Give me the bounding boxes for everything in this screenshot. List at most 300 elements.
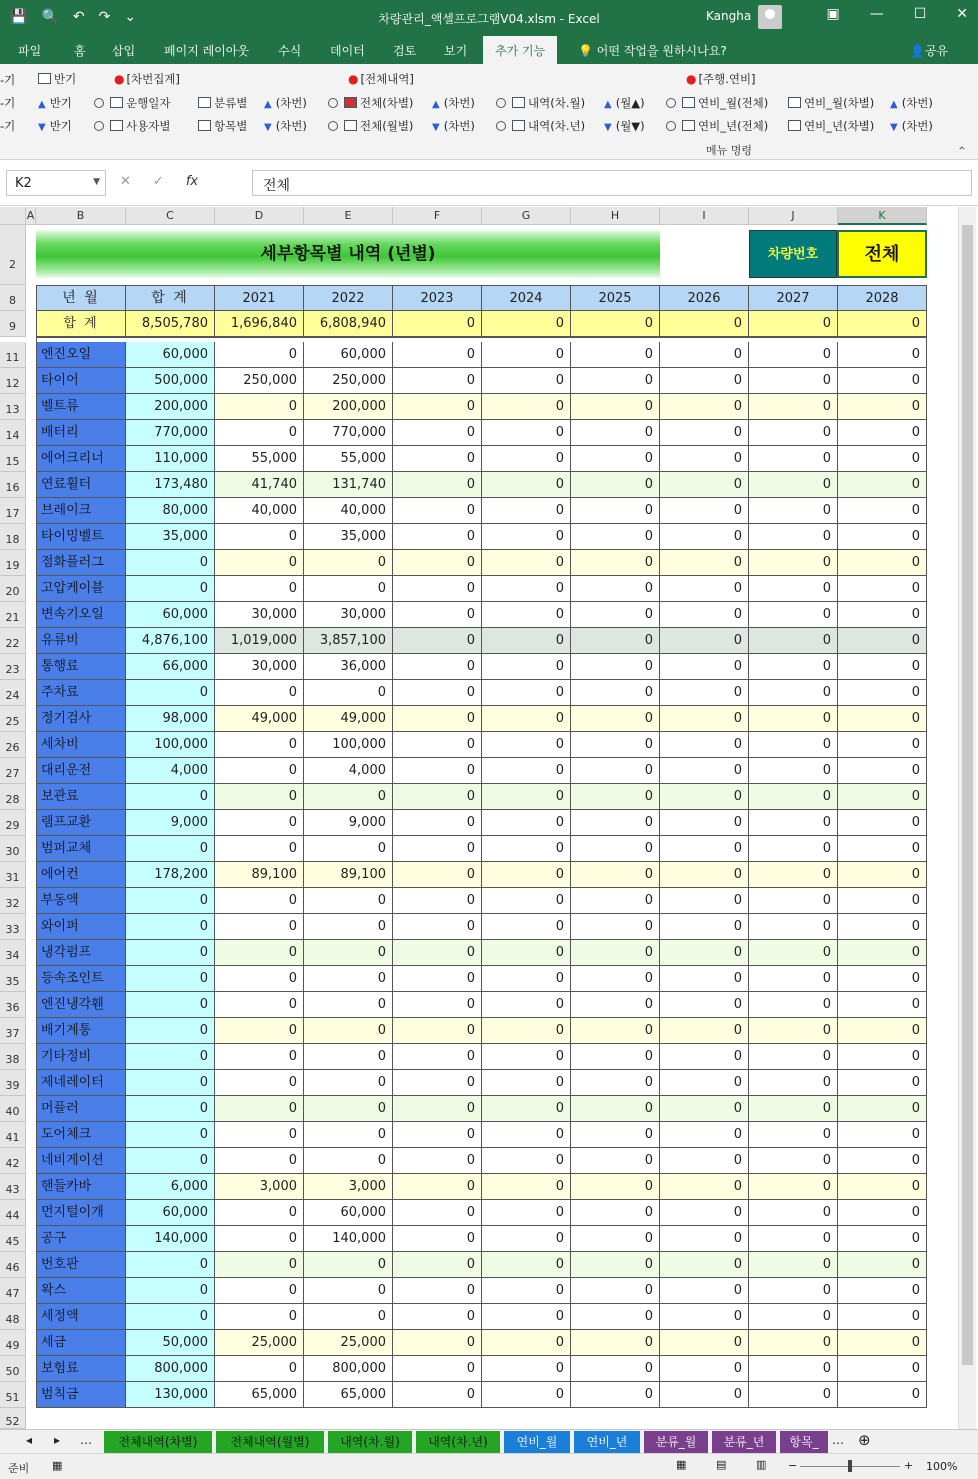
- year-value-cell[interactable]: 0: [304, 940, 393, 966]
- row-header[interactable]: 21: [0, 602, 26, 628]
- year-value-cell[interactable]: 0: [393, 1304, 482, 1330]
- year-value-cell[interactable]: 0: [482, 550, 571, 576]
- year-value-cell[interactable]: 0: [838, 1174, 927, 1200]
- item-name-cell[interactable]: 정기검사: [36, 706, 126, 732]
- row-header[interactable]: 9: [0, 311, 26, 337]
- row-header[interactable]: 24: [0, 680, 26, 706]
- year-value-cell[interactable]: 0: [571, 1096, 660, 1122]
- item-sum-cell[interactable]: 0: [126, 1252, 215, 1278]
- year-value-cell[interactable]: 30,000: [215, 602, 304, 628]
- year-value-cell[interactable]: 40,000: [304, 498, 393, 524]
- year-value-cell[interactable]: 0: [660, 758, 749, 784]
- item-name-cell[interactable]: 통행료: [36, 654, 126, 680]
- year-value-cell[interactable]: 770,000: [304, 420, 393, 446]
- row-header[interactable]: 20: [0, 576, 26, 602]
- mileage-year-all-button[interactable]: 연비_년(전체): [666, 118, 768, 134]
- year-value-cell[interactable]: 0: [393, 1200, 482, 1226]
- row-header[interactable]: 22: [0, 628, 26, 654]
- year-value-cell[interactable]: 0: [571, 1070, 660, 1096]
- row-header[interactable]: 51: [0, 1382, 26, 1408]
- mileage-month-all-button[interactable]: 연비_월(전체): [666, 95, 768, 111]
- item-name-cell[interactable]: 램프교환: [36, 810, 126, 836]
- all-by-month-button[interactable]: 전체(월별): [328, 118, 413, 134]
- year-value-cell[interactable]: 35,000: [304, 524, 393, 550]
- sheet-tab[interactable]: 연비_년: [574, 1431, 640, 1453]
- year-value-cell[interactable]: 0: [571, 550, 660, 576]
- item-sum-cell[interactable]: 0: [126, 836, 215, 862]
- year-value-cell[interactable]: 0: [482, 368, 571, 394]
- row-header[interactable]: 8: [0, 285, 26, 311]
- item-sum-cell[interactable]: 60,000: [126, 602, 215, 628]
- year-value-cell[interactable]: 0: [482, 914, 571, 940]
- item-sum-cell[interactable]: 0: [126, 992, 215, 1018]
- car-up-button-3[interactable]: ▲ (차번): [890, 96, 933, 110]
- year-value-cell[interactable]: 0: [304, 836, 393, 862]
- year-value-cell[interactable]: 0: [749, 1200, 838, 1226]
- year-value-cell[interactable]: 0: [838, 966, 927, 992]
- year-value-cell[interactable]: 0: [304, 992, 393, 1018]
- column-header[interactable]: C: [126, 207, 215, 225]
- year-value-cell[interactable]: 0: [482, 498, 571, 524]
- item-sum-cell[interactable]: 0: [126, 1148, 215, 1174]
- year-value-cell[interactable]: 0: [482, 862, 571, 888]
- year-value-cell[interactable]: 0: [838, 1096, 927, 1122]
- year-value-cell[interactable]: 0: [838, 524, 927, 550]
- year-value-cell[interactable]: 0: [215, 784, 304, 810]
- column-header[interactable]: K: [838, 207, 927, 225]
- year-value-cell[interactable]: 0: [215, 1200, 304, 1226]
- year-value-cell[interactable]: 0: [393, 602, 482, 628]
- year-value-cell[interactable]: 0: [838, 342, 927, 368]
- year-value-cell[interactable]: 0: [215, 1148, 304, 1174]
- by-item-button[interactable]: 항목별: [198, 118, 247, 134]
- year-value-cell[interactable]: 0: [660, 342, 749, 368]
- year-value-cell[interactable]: 140,000: [304, 1226, 393, 1252]
- item-sum-cell[interactable]: 0: [126, 1096, 215, 1122]
- year-value-cell[interactable]: 0: [749, 550, 838, 576]
- total-cell[interactable]: 1,696,840: [215, 311, 304, 337]
- sheet-tab[interactable]: 분류_년: [712, 1431, 776, 1453]
- year-value-cell[interactable]: 0: [838, 810, 927, 836]
- row-header[interactable]: 19: [0, 550, 26, 576]
- row-header[interactable]: 27: [0, 758, 26, 784]
- row-header[interactable]: 17: [0, 498, 26, 524]
- year-value-cell[interactable]: 0: [660, 498, 749, 524]
- year-value-cell[interactable]: 0: [571, 1018, 660, 1044]
- item-name-cell[interactable]: 엔진냉각휀: [36, 992, 126, 1018]
- year-value-cell[interactable]: 0: [838, 628, 927, 654]
- year-value-cell[interactable]: 0: [660, 1382, 749, 1408]
- year-value-cell[interactable]: 0: [749, 1122, 838, 1148]
- row-header[interactable]: 46: [0, 1252, 26, 1278]
- year-value-cell[interactable]: 0: [482, 1304, 571, 1330]
- year-value-cell[interactable]: 0: [749, 992, 838, 1018]
- row-header[interactable]: 32: [0, 888, 26, 914]
- year-value-cell[interactable]: 0: [304, 1252, 393, 1278]
- year-value-cell[interactable]: 0: [393, 940, 482, 966]
- year-value-cell[interactable]: 0: [393, 784, 482, 810]
- year-value-cell[interactable]: 0: [660, 1330, 749, 1356]
- year-value-cell[interactable]: 0: [482, 1382, 571, 1408]
- item-name-cell[interactable]: 와이퍼: [36, 914, 126, 940]
- row-header[interactable]: 52: [0, 1408, 26, 1429]
- year-value-cell[interactable]: 0: [749, 498, 838, 524]
- customize-qat-icon[interactable]: ⌄: [124, 9, 137, 25]
- year-value-cell[interactable]: 0: [660, 1226, 749, 1252]
- row-header[interactable]: 16: [0, 472, 26, 498]
- year-value-cell[interactable]: 0: [482, 1122, 571, 1148]
- year-value-cell[interactable]: 0: [571, 992, 660, 1018]
- item-name-cell[interactable]: 연료휠터: [36, 472, 126, 498]
- year-value-cell[interactable]: 0: [482, 992, 571, 1018]
- item-name-cell[interactable]: 범퍼교체: [36, 836, 126, 862]
- row-header[interactable]: 23: [0, 654, 26, 680]
- item-name-cell[interactable]: 배기계통: [36, 1018, 126, 1044]
- year-value-cell[interactable]: 0: [215, 1018, 304, 1044]
- user-name[interactable]: Kangha: [706, 9, 752, 23]
- year-value-cell[interactable]: 0: [393, 758, 482, 784]
- year-value-cell[interactable]: 0: [482, 1070, 571, 1096]
- year-value-cell[interactable]: 0: [393, 1148, 482, 1174]
- row-header[interactable]: 49: [0, 1330, 26, 1356]
- macro-record-icon[interactable]: ▦: [52, 1459, 63, 1472]
- year-value-cell[interactable]: 0: [215, 342, 304, 368]
- vertical-scrollbar[interactable]: [958, 207, 976, 1429]
- row-header[interactable]: 31: [0, 862, 26, 888]
- row-header[interactable]: 42: [0, 1148, 26, 1174]
- year-value-cell[interactable]: 0: [482, 758, 571, 784]
- item-sum-cell[interactable]: 6,000: [126, 1174, 215, 1200]
- year-value-cell[interactable]: 100,000: [304, 732, 393, 758]
- year-value-cell[interactable]: 30,000: [215, 654, 304, 680]
- year-value-cell[interactable]: 0: [838, 862, 927, 888]
- item-name-cell[interactable]: 먼지털이개: [36, 1200, 126, 1226]
- item-name-cell[interactable]: 에어크리너: [36, 446, 126, 472]
- item-sum-cell[interactable]: 4,000: [126, 758, 215, 784]
- sheet-tab[interactable]: 연비_월: [504, 1431, 570, 1453]
- year-value-cell[interactable]: 0: [749, 524, 838, 550]
- year-value-cell[interactable]: 0: [393, 680, 482, 706]
- item-sum-cell[interactable]: 200,000: [126, 394, 215, 420]
- year-value-cell[interactable]: 0: [304, 1148, 393, 1174]
- year-value-cell[interactable]: 0: [393, 992, 482, 1018]
- year-value-cell[interactable]: 0: [660, 1122, 749, 1148]
- year-value-cell[interactable]: 0: [571, 394, 660, 420]
- sheet-tab[interactable]: 전체내역(차별): [104, 1431, 212, 1453]
- insert-function-icon[interactable]: fx: [185, 174, 199, 189]
- year-value-cell[interactable]: 0: [749, 1096, 838, 1122]
- row-header[interactable]: 50: [0, 1356, 26, 1382]
- year-value-cell[interactable]: 0: [393, 1018, 482, 1044]
- collapse-ribbon-icon[interactable]: ⌃: [957, 144, 967, 158]
- year-value-cell[interactable]: 0: [571, 602, 660, 628]
- year-value-cell[interactable]: 0: [749, 654, 838, 680]
- row-header[interactable]: 36: [0, 992, 26, 1018]
- month-down-button[interactable]: ▼ (월▼): [604, 119, 645, 133]
- year-value-cell[interactable]: 0: [393, 1226, 482, 1252]
- item-sum-cell[interactable]: 0: [126, 940, 215, 966]
- year-value-cell[interactable]: 0: [838, 654, 927, 680]
- year-value-cell[interactable]: 36,000: [304, 654, 393, 680]
- zoom-in-icon[interactable]: +: [904, 1459, 914, 1472]
- year-value-cell[interactable]: 0: [660, 1252, 749, 1278]
- tab-file[interactable]: 파일: [18, 44, 42, 58]
- row-header[interactable]: 33: [0, 914, 26, 940]
- year-value-cell[interactable]: 0: [838, 1252, 927, 1278]
- year-value-cell[interactable]: 0: [571, 1356, 660, 1382]
- year-value-cell[interactable]: 0: [393, 1252, 482, 1278]
- year-value-cell[interactable]: 0: [482, 784, 571, 810]
- half-year-button-1[interactable]: 반기: [38, 71, 76, 87]
- year-value-cell[interactable]: 3,000: [304, 1174, 393, 1200]
- header-cell[interactable]: 2022: [304, 285, 393, 311]
- year-value-cell[interactable]: 131,740: [304, 472, 393, 498]
- year-value-cell[interactable]: 0: [749, 1252, 838, 1278]
- year-value-cell[interactable]: 0: [660, 1044, 749, 1070]
- year-value-cell[interactable]: 89,100: [304, 862, 393, 888]
- year-value-cell[interactable]: 200,000: [304, 394, 393, 420]
- year-value-cell[interactable]: 40,000: [215, 498, 304, 524]
- sheet-tab[interactable]: 항목_: [780, 1431, 828, 1453]
- year-value-cell[interactable]: 0: [304, 966, 393, 992]
- header-cell[interactable]: 2027: [749, 285, 838, 311]
- item-sum-cell[interactable]: 770,000: [126, 420, 215, 446]
- year-value-cell[interactable]: 0: [660, 394, 749, 420]
- year-value-cell[interactable]: 0: [571, 498, 660, 524]
- month-up-button[interactable]: ▲ (월▲): [604, 96, 645, 110]
- year-value-cell[interactable]: 0: [838, 888, 927, 914]
- year-value-cell[interactable]: 0: [749, 1278, 838, 1304]
- year-value-cell[interactable]: 0: [660, 420, 749, 446]
- year-value-cell[interactable]: 0: [660, 732, 749, 758]
- sheet-tab[interactable]: 분류_월: [644, 1431, 708, 1453]
- year-value-cell[interactable]: 0: [660, 836, 749, 862]
- item-sum-cell[interactable]: 0: [126, 784, 215, 810]
- zoom-out-icon[interactable]: −: [788, 1459, 798, 1472]
- header-cell[interactable]: 2026: [660, 285, 749, 311]
- year-value-cell[interactable]: 0: [571, 576, 660, 602]
- year-value-cell[interactable]: 0: [393, 524, 482, 550]
- item-name-cell[interactable]: 엔진오일: [36, 342, 126, 368]
- year-value-cell[interactable]: 0: [304, 888, 393, 914]
- year-value-cell[interactable]: 0: [215, 1096, 304, 1122]
- year-value-cell[interactable]: 0: [393, 420, 482, 446]
- year-value-cell[interactable]: 0: [749, 394, 838, 420]
- year-value-cell[interactable]: 0: [749, 1070, 838, 1096]
- year-value-cell[interactable]: 0: [749, 966, 838, 992]
- year-value-cell[interactable]: 0: [215, 1070, 304, 1096]
- year-value-cell[interactable]: 0: [393, 1070, 482, 1096]
- year-value-cell[interactable]: 0: [749, 862, 838, 888]
- avatar[interactable]: [758, 5, 782, 29]
- year-value-cell[interactable]: 55,000: [304, 446, 393, 472]
- year-value-cell[interactable]: 0: [393, 446, 482, 472]
- zoom-slider-thumb[interactable]: [848, 1460, 852, 1472]
- year-value-cell[interactable]: 0: [215, 1044, 304, 1070]
- car-down-button-3[interactable]: ▼ (차번): [890, 119, 933, 133]
- year-value-cell[interactable]: 0: [215, 1252, 304, 1278]
- row-header[interactable]: 25: [0, 706, 26, 732]
- year-value-cell[interactable]: 0: [482, 706, 571, 732]
- year-value-cell[interactable]: 0: [838, 1070, 927, 1096]
- item-sum-cell[interactable]: 80,000: [126, 498, 215, 524]
- year-value-cell[interactable]: 0: [393, 1356, 482, 1382]
- year-value-cell[interactable]: 0: [838, 472, 927, 498]
- total-cell[interactable]: 8,505,780: [126, 311, 215, 337]
- item-name-cell[interactable]: 세금: [36, 1330, 126, 1356]
- item-sum-cell[interactable]: 130,000: [126, 1382, 215, 1408]
- row-header[interactable]: 45: [0, 1226, 26, 1252]
- item-name-cell[interactable]: 왁스: [36, 1278, 126, 1304]
- row-header[interactable]: 48: [0, 1304, 26, 1330]
- year-value-cell[interactable]: 0: [571, 1304, 660, 1330]
- year-value-cell[interactable]: 0: [571, 1174, 660, 1200]
- column-header[interactable]: B: [36, 207, 126, 225]
- item-name-cell[interactable]: 보험료: [36, 1356, 126, 1382]
- item-sum-cell[interactable]: 4,876,100: [126, 628, 215, 654]
- half-year-down-button[interactable]: ▼ 반기: [38, 119, 72, 133]
- year-value-cell[interactable]: 0: [215, 524, 304, 550]
- row-header[interactable]: 14: [0, 420, 26, 446]
- year-value-cell[interactable]: 0: [482, 1226, 571, 1252]
- item-name-cell[interactable]: 에어컨: [36, 862, 126, 888]
- item-sum-cell[interactable]: 0: [126, 680, 215, 706]
- item-sum-cell[interactable]: 178,200: [126, 862, 215, 888]
- drive-date-button[interactable]: 운행일자: [94, 95, 170, 111]
- total-cell[interactable]: 0: [838, 311, 927, 337]
- year-value-cell[interactable]: 0: [571, 680, 660, 706]
- year-value-cell[interactable]: 0: [838, 602, 927, 628]
- year-value-cell[interactable]: 0: [571, 940, 660, 966]
- year-value-cell[interactable]: 0: [749, 1356, 838, 1382]
- page-break-view-icon[interactable]: ▥: [756, 1458, 767, 1471]
- item-sum-cell[interactable]: 800,000: [126, 1356, 215, 1382]
- year-value-cell[interactable]: 0: [749, 1018, 838, 1044]
- year-value-cell[interactable]: 0: [304, 1278, 393, 1304]
- year-value-cell[interactable]: 0: [838, 1330, 927, 1356]
- item-sum-cell[interactable]: 0: [126, 1018, 215, 1044]
- year-value-cell[interactable]: 0: [660, 966, 749, 992]
- year-value-cell[interactable]: 0: [482, 394, 571, 420]
- car-up-button-1[interactable]: ▲ (차번): [264, 96, 307, 110]
- item-name-cell[interactable]: 냉각펌프: [36, 940, 126, 966]
- year-value-cell[interactable]: 0: [660, 1200, 749, 1226]
- year-value-cell[interactable]: 0: [749, 472, 838, 498]
- item-name-cell[interactable]: 범칙금: [36, 1382, 126, 1408]
- year-value-cell[interactable]: 0: [482, 446, 571, 472]
- item-sum-cell[interactable]: 100,000: [126, 732, 215, 758]
- row-header[interactable]: 44: [0, 1200, 26, 1226]
- half-year-up-button[interactable]: ▲ 반기: [38, 96, 72, 110]
- header-cell[interactable]: 2024: [482, 285, 571, 311]
- year-value-cell[interactable]: 0: [482, 628, 571, 654]
- year-value-cell[interactable]: 30,000: [304, 602, 393, 628]
- item-name-cell[interactable]: 공구: [36, 1226, 126, 1252]
- item-sum-cell[interactable]: 66,000: [126, 654, 215, 680]
- year-value-cell[interactable]: 0: [393, 1174, 482, 1200]
- year-value-cell[interactable]: 65,000: [215, 1382, 304, 1408]
- by-user-button[interactable]: 사용자별: [94, 118, 170, 134]
- year-value-cell[interactable]: 0: [393, 654, 482, 680]
- year-value-cell[interactable]: 0: [749, 628, 838, 654]
- column-header[interactable]: I: [660, 207, 749, 225]
- year-value-cell[interactable]: 0: [749, 1304, 838, 1330]
- year-value-cell[interactable]: 0: [571, 1226, 660, 1252]
- name-box[interactable]: [6, 170, 106, 196]
- year-value-cell[interactable]: 55,000: [215, 446, 304, 472]
- item-name-cell[interactable]: 유류비: [36, 628, 126, 654]
- year-value-cell[interactable]: 0: [482, 1018, 571, 1044]
- row-header[interactable]: 39: [0, 1070, 26, 1096]
- year-value-cell[interactable]: 0: [393, 1122, 482, 1148]
- undo-icon[interactable]: ↶: [72, 9, 85, 25]
- year-value-cell[interactable]: 0: [215, 732, 304, 758]
- year-value-cell[interactable]: 0: [482, 966, 571, 992]
- year-value-cell[interactable]: 60,000: [304, 342, 393, 368]
- year-value-cell[interactable]: 0: [749, 758, 838, 784]
- row-header[interactable]: 41: [0, 1122, 26, 1148]
- year-value-cell[interactable]: 0: [571, 368, 660, 394]
- year-value-cell[interactable]: 0: [304, 550, 393, 576]
- column-header[interactable]: E: [304, 207, 393, 225]
- year-value-cell[interactable]: 0: [749, 888, 838, 914]
- item-name-cell[interactable]: 머플러: [36, 1096, 126, 1122]
- year-value-cell[interactable]: 0: [393, 836, 482, 862]
- tab-review[interactable]: 검토: [393, 44, 417, 58]
- row-header[interactable]: 13: [0, 394, 26, 420]
- year-value-cell[interactable]: 25,000: [215, 1330, 304, 1356]
- year-value-cell[interactable]: 0: [571, 472, 660, 498]
- year-value-cell[interactable]: 9,000: [304, 810, 393, 836]
- year-value-cell[interactable]: 0: [660, 1018, 749, 1044]
- year-value-cell[interactable]: 0: [482, 1096, 571, 1122]
- year-value-cell[interactable]: 0: [838, 1122, 927, 1148]
- year-value-cell[interactable]: 0: [571, 654, 660, 680]
- year-value-cell[interactable]: 0: [838, 1200, 927, 1226]
- item-name-cell[interactable]: 타이밍벨트: [36, 524, 126, 550]
- year-value-cell[interactable]: 41,740: [215, 472, 304, 498]
- year-value-cell[interactable]: 0: [393, 810, 482, 836]
- item-sum-cell[interactable]: 98,000: [126, 706, 215, 732]
- year-value-cell[interactable]: 0: [393, 1382, 482, 1408]
- car-down-button-1[interactable]: ▼ (차번): [264, 119, 307, 133]
- item-sum-cell[interactable]: 0: [126, 576, 215, 602]
- item-sum-cell[interactable]: 110,000: [126, 446, 215, 472]
- column-header[interactable]: F: [393, 207, 482, 225]
- year-value-cell[interactable]: 0: [482, 524, 571, 550]
- item-sum-cell[interactable]: 0: [126, 1070, 215, 1096]
- year-value-cell[interactable]: 0: [215, 680, 304, 706]
- minimize-icon[interactable]: —: [869, 6, 884, 22]
- item-sum-cell[interactable]: 0: [126, 1304, 215, 1330]
- year-value-cell[interactable]: 0: [393, 966, 482, 992]
- row-header[interactable]: 34: [0, 940, 26, 966]
- row-header[interactable]: 37: [0, 1018, 26, 1044]
- item-name-cell[interactable]: 부동액: [36, 888, 126, 914]
- sheet-tab[interactable]: 전체내역(월별): [216, 1431, 324, 1453]
- mileage-month-car-button[interactable]: 연비_월(차별): [788, 95, 874, 111]
- tab-formulas[interactable]: 수식: [278, 44, 302, 58]
- year-value-cell[interactable]: 0: [571, 784, 660, 810]
- car-down-button-2[interactable]: ▼ (차번): [432, 119, 475, 133]
- tab-insert[interactable]: 삽입: [112, 44, 136, 58]
- year-value-cell[interactable]: 0: [660, 1174, 749, 1200]
- header-cell[interactable]: 2025: [571, 285, 660, 311]
- tell-me-search[interactable]: [578, 42, 727, 59]
- total-cell[interactable]: 합 계: [36, 311, 126, 337]
- year-value-cell[interactable]: 0: [393, 862, 482, 888]
- year-value-cell[interactable]: 0: [215, 550, 304, 576]
